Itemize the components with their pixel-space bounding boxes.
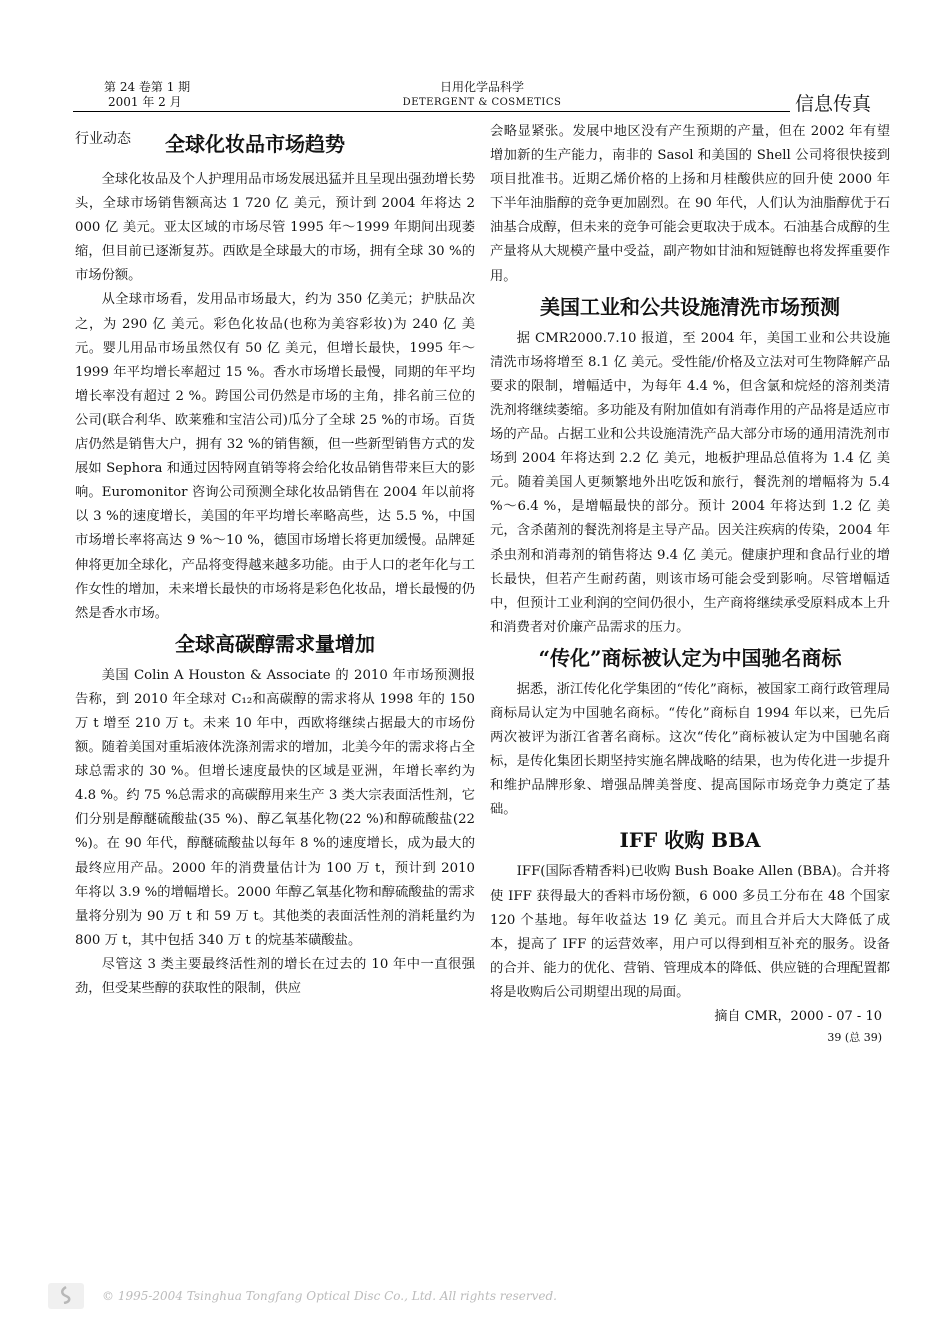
left-column bbox=[75, 120, 475, 1001]
article-paragraph: 据 CMR2000.7.10 报道，至 2004 年，美国工业和公共设施清洗市场将增至 8.1 亿 美元。受性能/价格及立法对可生物降解产品要求的限制，增幅适中，为每年 4.4 %，但含氯和烷烃的溶剂类清洗剂将继续萎缩。多功能及有附加值如有消毒作用的产品将是适应市场的产品。占据工业和公共设施清洗产品大部分市场的通用清洗剂市场到 2004 年将达到 2.2 亿 美元，地板护理品总值将为 1.4 亿 美元。随着美国人更频繁地外出吃饭和旅行，餐洗剂的增幅将为 5.4 %～6.4 %，是增幅最快的部分。预计 2004 年将达到 1.2 亿 美元，含杀菌剂的餐洗剂将是主导产品。因关注疾病的传染，2004 年杀虫剂和消毒剂的销售将达 9.4 亿 美元。健康护理和食品行业的增长最快，但若产生耐药菌，则该市场可能会受到影响。尽管增幅适中，但预计工业利润的空间仍很小，生产商将继续承受原料成本上升和消费者对价廉产品需求的压力。 bbox=[490, 330, 890, 635]
journal-name-cn: 日用化学品科学 bbox=[439, 80, 524, 94]
copyright-footer bbox=[48, 1283, 648, 1313]
article-paragraph: 美国 Colin A Houston & Associate 的 2010 年市场预测报告称，到 2010 年全球对 C₁₂和高碳醇的需求将从 1998 年的 150 万 t 增至 210 万 t。未来 10 年中，西欧将继续占据最大的市场份额。随着美国对重垢液体洗涤剂需求的增加，北美今年的需求将占全球总需求的 30 %。但增长速度最快的区域是亚洲，年增长率约为 4.8 %。约 75 %总需求的高碳醇用来生产 3 类大宗表面活性剂，它们分别是醇醚硫酸盐(35 %)、醇乙氧基化物(22 %)和醇硫酸盐(22 %)。在 90 年代，醇醚硫酸盐以每年 8 %的速度增长，成为最大的最终应用产品。2000 年的消费量估计为 100 万 t，预计到 2010 年将以 3.9 %的增幅增长。2000 年醇乙氧基化物和醇硫酸盐的需求量将分别为 90 万 t 和 59 万 t。其他类的表面活性剂的消耗量约为 800 万 t，其中包括 340 万 t 的烷基苯磺酸盐。 bbox=[75, 667, 475, 948]
article-paragraph: 全球化妆品及个人护理用品市场发展迅猛并且呈现出强劲增长势头，全球市场销售额高达 1 720 亿 美元，预计到 2004 年将达 2 000 亿 美元。亚太区域的市场尽管 1995 年～1999 年期间出现萎缩，但目前已逐渐复苏。西欧是全球最大的市场，拥有全球 30 %的市场份额。 bbox=[75, 172, 475, 284]
header-divider bbox=[73, 111, 790, 112]
volume-issue: 第 24 卷第 1 期 bbox=[104, 80, 191, 94]
article-title-iff-bba: IFF 收购 BBA bbox=[619, 828, 761, 853]
article-source: 摘自 CMR，2000 - 07 - 10 bbox=[714, 1009, 882, 1024]
section-heading: 信息传真 bbox=[795, 93, 872, 115]
copyright-text: © 1995-2004 Tsinghua Tongfang Optical Disc Co., Ltd. All rights reserved. bbox=[102, 1289, 557, 1303]
article-paragraph: 从全球市场看，发用品市场最大，约为 350 亿美元；护肤品次之，为 290 亿 美元。彩色化妆品(也称为美容彩妆)为 240 亿 美元。婴儿用品市场虽然仅有 50 亿 美元，但增长最快，1995 年～1999 年平均增长率超过 15 %。香水市场增长最慢，同期的年平均增长率没有超过 2 %。跨国公司仍然是市场的主角，排名前三位的公司(联合利华、欧莱雅和宝洁公司)瓜分了全球 25 %的市场。百货店仍然是销售大户，拥有 32 %的销售额，但一些新型销售方式的发展如 Sephora 和通过因特网直销等将会给化妆品销售带来巨大的影响。Euromonitor 咨询公司预测全球化妆品销售在 2004 年以前将以 3 %的速度增长，美国的年平均增长率略高些，达 5.5 %，中国市场增长率将高达 9 %～10 %，德国市场增长将更加缓慢。品牌延伸将更加全球化，产品将变得越来越多功能。由于人口的老年化与工作女性的增加，未来增长最快的市场将是彩色化妆品，增长最慢的仍然是香水市场。 bbox=[75, 292, 475, 621]
issue-date: 2001 年 2 月 bbox=[108, 95, 182, 109]
article-paragraph-continued: 会略显紧张。发展中地区没有产生预期的产量，但在 2002 年有望增加新的生产能力，南非的 Sasol 和美国的 Shell 公司将很快接到项目批准书。近期乙烯价格的上扬和月桂酸供应的回升使 2000 年下半年油脂醇的竞争更加剧烈。在 90 年代，人们认为油脂醇优于石油基合成醇，但未来的竞争可能会更取决于成本。石油基合成醇的生产量将从大规模产量中受益，副产物如甘油和短链醇也将发挥重要作用。 bbox=[490, 124, 890, 284]
journal-name bbox=[392, 80, 572, 110]
article-title-fatty-alcohol: 全球高碳醇需求量增加 bbox=[175, 631, 375, 656]
journal-issue-info bbox=[104, 80, 190, 110]
article-paragraph: IFF(国际香精香料)已收购 Bush Boake Allen (BBA)。合并将使 IFF 获得最大的香料市场份额，6 000 多员工分布在 48 个国家 120 个基地。每年收益达 19 亿 美元。而且合并后大大降低了成本，提高了 IFF 的运营效率，用户可以得到相互补充的服务。设备的合并、能力的优化、营销、管理成本的降低、供应链的合理配置都将是收购后公司期望出现的局面。 bbox=[490, 864, 890, 1000]
section-tag: 行业动态 bbox=[75, 131, 131, 147]
article-title-cleaning-market: 美国工业和公共设施清洗市场预测 bbox=[540, 294, 840, 319]
article-paragraph: 据悉，浙江传化化学集团的“传化”商标，被国家工商行政管理局商标局认定为中国驰名商标。“传化”商标自 1994 年以来，已先后两次被评为浙江省著名商标。这次“传化”商标被认定为中国驰名商标，是传化集团长期坚持实施名牌战略的结果，也为传化进一步提升和维护品牌形象、增强品牌美誉度、提高国际市场竞争力奠定了基础。 bbox=[490, 681, 890, 818]
right-column bbox=[490, 120, 890, 1047]
publisher-logo-icon bbox=[48, 1283, 84, 1309]
journal-name-en: DETERGENT & COSMETICS bbox=[402, 97, 562, 108]
article-title-cosmetics: 全球化妆品市场趋势 bbox=[165, 132, 345, 156]
article-paragraph: 尽管这 3 类主要最终活性剂的增长在过去的 10 年中一直很强劲，但受某些醇的获取性的限制，供应 bbox=[75, 956, 475, 996]
article-title-trademark: “传化”商标被认定为中国驰名商标 bbox=[538, 645, 842, 670]
page-number: 39 (总 39) bbox=[827, 1031, 882, 1044]
